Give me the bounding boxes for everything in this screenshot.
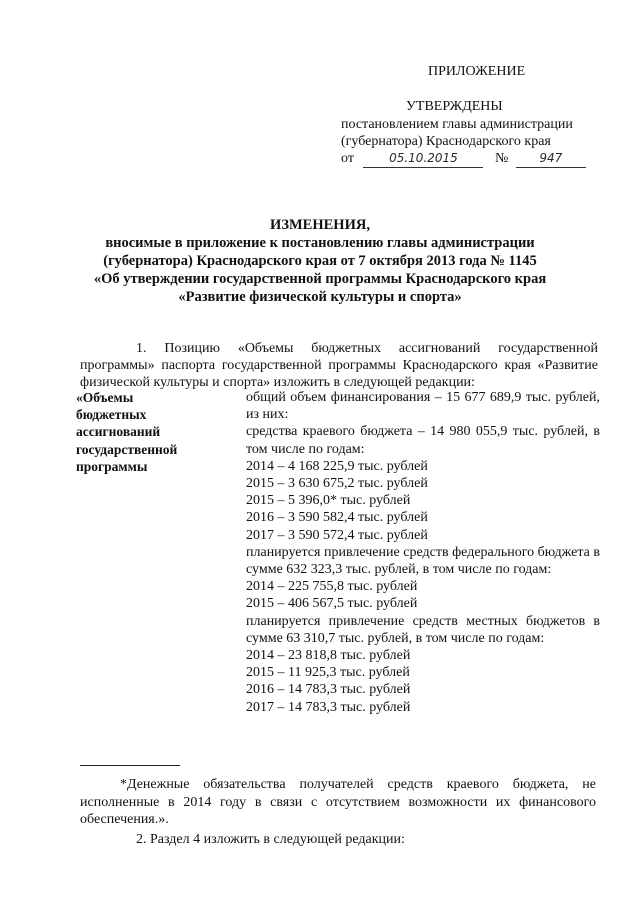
local-year-row: 2016 – 14 783,3 тыс. рублей	[246, 682, 411, 698]
position-label-line: ассигнований	[76, 424, 161, 440]
regional-budget: средства краевого бюджета – 14 980 055,9 тыс. рублей, в том числе по годам:	[246, 424, 600, 457]
footnote: *Денежные обязательства получателей средств краевого бюджета, не исполненные в 2014 году в связи с отсутствием возможности их финансового обеспечения.».	[80, 777, 596, 827]
title-line: вносимые в приложение к постановлению главы администрации	[105, 235, 535, 251]
approved-by-line-1: постановлением главы администрации	[341, 117, 573, 132]
local-year-row: 2014 – 23 818,8 тыс. рублей	[246, 648, 411, 664]
local-budget: планируется привлечение средств местных бюджетов в сумме 63 310,7 тыс. рублей, в том числе по годам:	[246, 613, 600, 646]
appendix-label: ПРИЛОЖЕНИЕ	[428, 64, 526, 79]
date-prefix: от	[341, 151, 354, 166]
title-line: (губернатора) Краснодарского края от 7 октября 2013 года № 1145	[103, 253, 537, 269]
approved-by-line-2: (губернатора) Краснодарского края	[341, 134, 551, 149]
title-line: «Развитие физической культуры и спорта»	[178, 289, 462, 305]
regional-year-row: 2016 – 3 590 582,4 тыс. рублей	[246, 510, 428, 526]
section-2-paragraph: 2. Раздел 4 изложить в следующей редакции:	[136, 832, 405, 847]
local-year-row: 2015 – 11 925,3 тыс. рублей	[246, 665, 410, 681]
position-label	[76, 389, 177, 475]
regional-year-row: 2015 – 3 630 675,2 тыс. рублей	[246, 476, 428, 492]
regional-year-row: 2015 – 5 396,0* тыс. рублей	[246, 493, 411, 509]
date-number-line	[341, 150, 586, 168]
title-line: «Об утверждении государственной программы Краснодарского края	[93, 271, 547, 287]
document-title	[80, 216, 560, 306]
regional-year-row: 2014 – 4 168 225,9 тыс. рублей	[246, 458, 428, 474]
intro-paragraph: 1. Позицию «Объемы бюджетных ассигнований государственной программы» паспорта государственной программы Краснодарского края «Развитие физической культуры и спорта» изложить в следующей редакции:	[80, 341, 598, 390]
position-label-line: программы	[76, 458, 148, 474]
handwritten-date: 05.10.2015	[363, 150, 483, 168]
title-heading: ИЗМЕНЕНИЯ,	[270, 217, 370, 233]
position-label-line: «Объемы	[76, 390, 134, 405]
position-body	[246, 389, 600, 716]
approved-label: УТВЕРЖДЕНЫ	[406, 99, 503, 114]
federal-budget: планируется привлечение средств федерального бюджета в сумме 632 323,3 тыс. рублей, в том числе по годам:	[246, 544, 600, 578]
local-year-row: 2017 – 14 783,3 тыс. рублей	[246, 699, 411, 715]
federal-year-row: 2015 – 406 567,5 тыс. рублей	[246, 596, 418, 612]
footnote-divider	[80, 765, 180, 766]
number-prefix: №	[494, 151, 509, 166]
position-label-line: государственной	[76, 441, 178, 457]
federal-year-row: 2014 – 225 755,8 тыс. рублей	[246, 579, 418, 595]
position-label-line: бюджетных	[76, 407, 147, 423]
total-financing: общий объем финансирования – 15 677 689,9 тыс. рублей, из них:	[246, 390, 600, 423]
regional-year-row: 2017 – 3 590 572,4 тыс. рублей	[246, 527, 428, 543]
handwritten-number: 947	[516, 150, 586, 168]
